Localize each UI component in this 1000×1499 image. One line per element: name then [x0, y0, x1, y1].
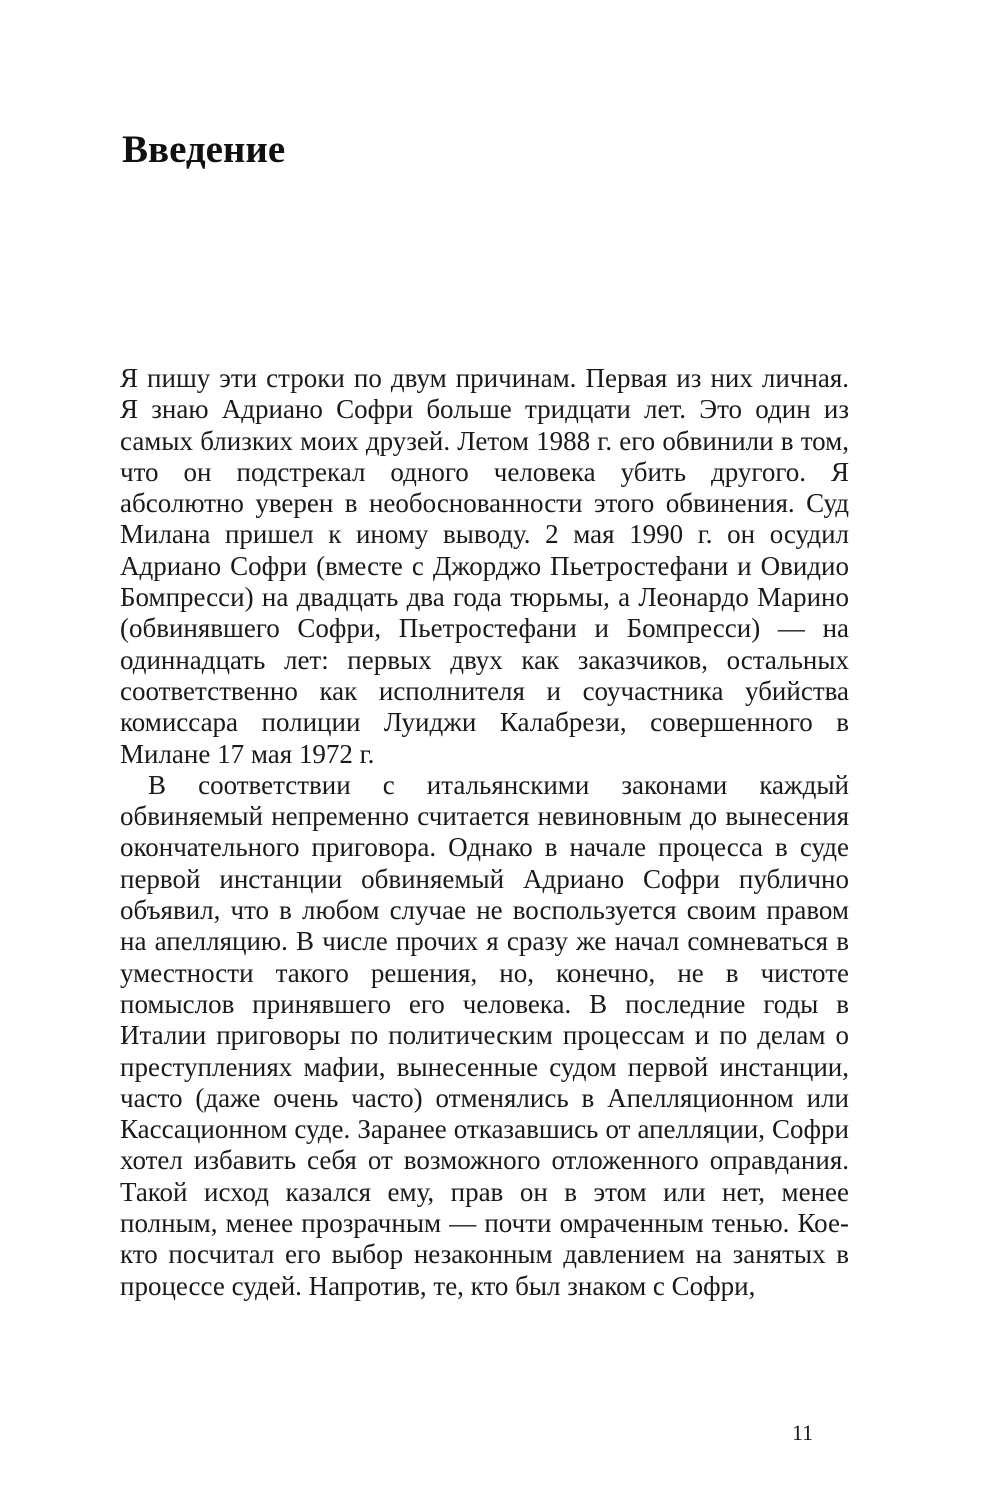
chapter-title: Введение — [122, 128, 286, 171]
paragraph-1: Я пишу эти строки по двум причинам. Первая из них личная. Я знаю Адриано Софри больше тридцати лет. Это один из самых близких моих друзей. Летом 1988 г. его обвинили в том, что он подстрекал одного человека убить другого. Я абсолютно уверен в необоснованности этого обвинения. Суд Милана пришел к иному выводу. 2 мая 1990 г. он осудил Адриано Софри (вместе с Джорджо Пьетростефани и Овидио Бомпресси) на двадцать два года тюрьмы, а Леонардо Марино (обвинявшего Софри, Пьетростефани и Бомпресси) — на одиннадцать лет: первых двух как заказчиков, остальных соответственно как исполнителя и соучастника убийства комиссара полиции Луиджи Калабрези, совершенного в Милане 17 мая 1972 г. — [120, 363, 849, 769]
body-text — [120, 363, 849, 1302]
page-number: 11 — [792, 1420, 814, 1445]
paragraph-2: В соответствии с итальянскими законами каждый обвиняемый непременно считается невиновным до вынесения окончательного приговора. Однако в начале процесса в суде первой инстанции обвиняемый Адриано Софри публично объявил, что в любом случае не воспользуется своим правом на апелляцию. В числе прочих я сразу же начал сомневаться в уместности такого решения, но, конечно, не в чистоте помыслов принявшего его человека. В последние годы в Италии приговоры по политическим процессам и по делам о преступлениях мафии, вынесенные судом первой инстанции, часто (даже очень часто) отменялись в Апелляционном или Кассационном суде. Заранее отказавшись от апелляции, Софри хотел избавить себя от возможного отложенного оправдания. Такой исход казался ему, прав он в этом или нет, менее полным, менее прозрачным — почти омраченным тенью. Кое-кто посчитал его выбор незаконным давлением на занятых в процессе судей. Напротив, те, кто был знаком с Софри, — [120, 769, 849, 1301]
